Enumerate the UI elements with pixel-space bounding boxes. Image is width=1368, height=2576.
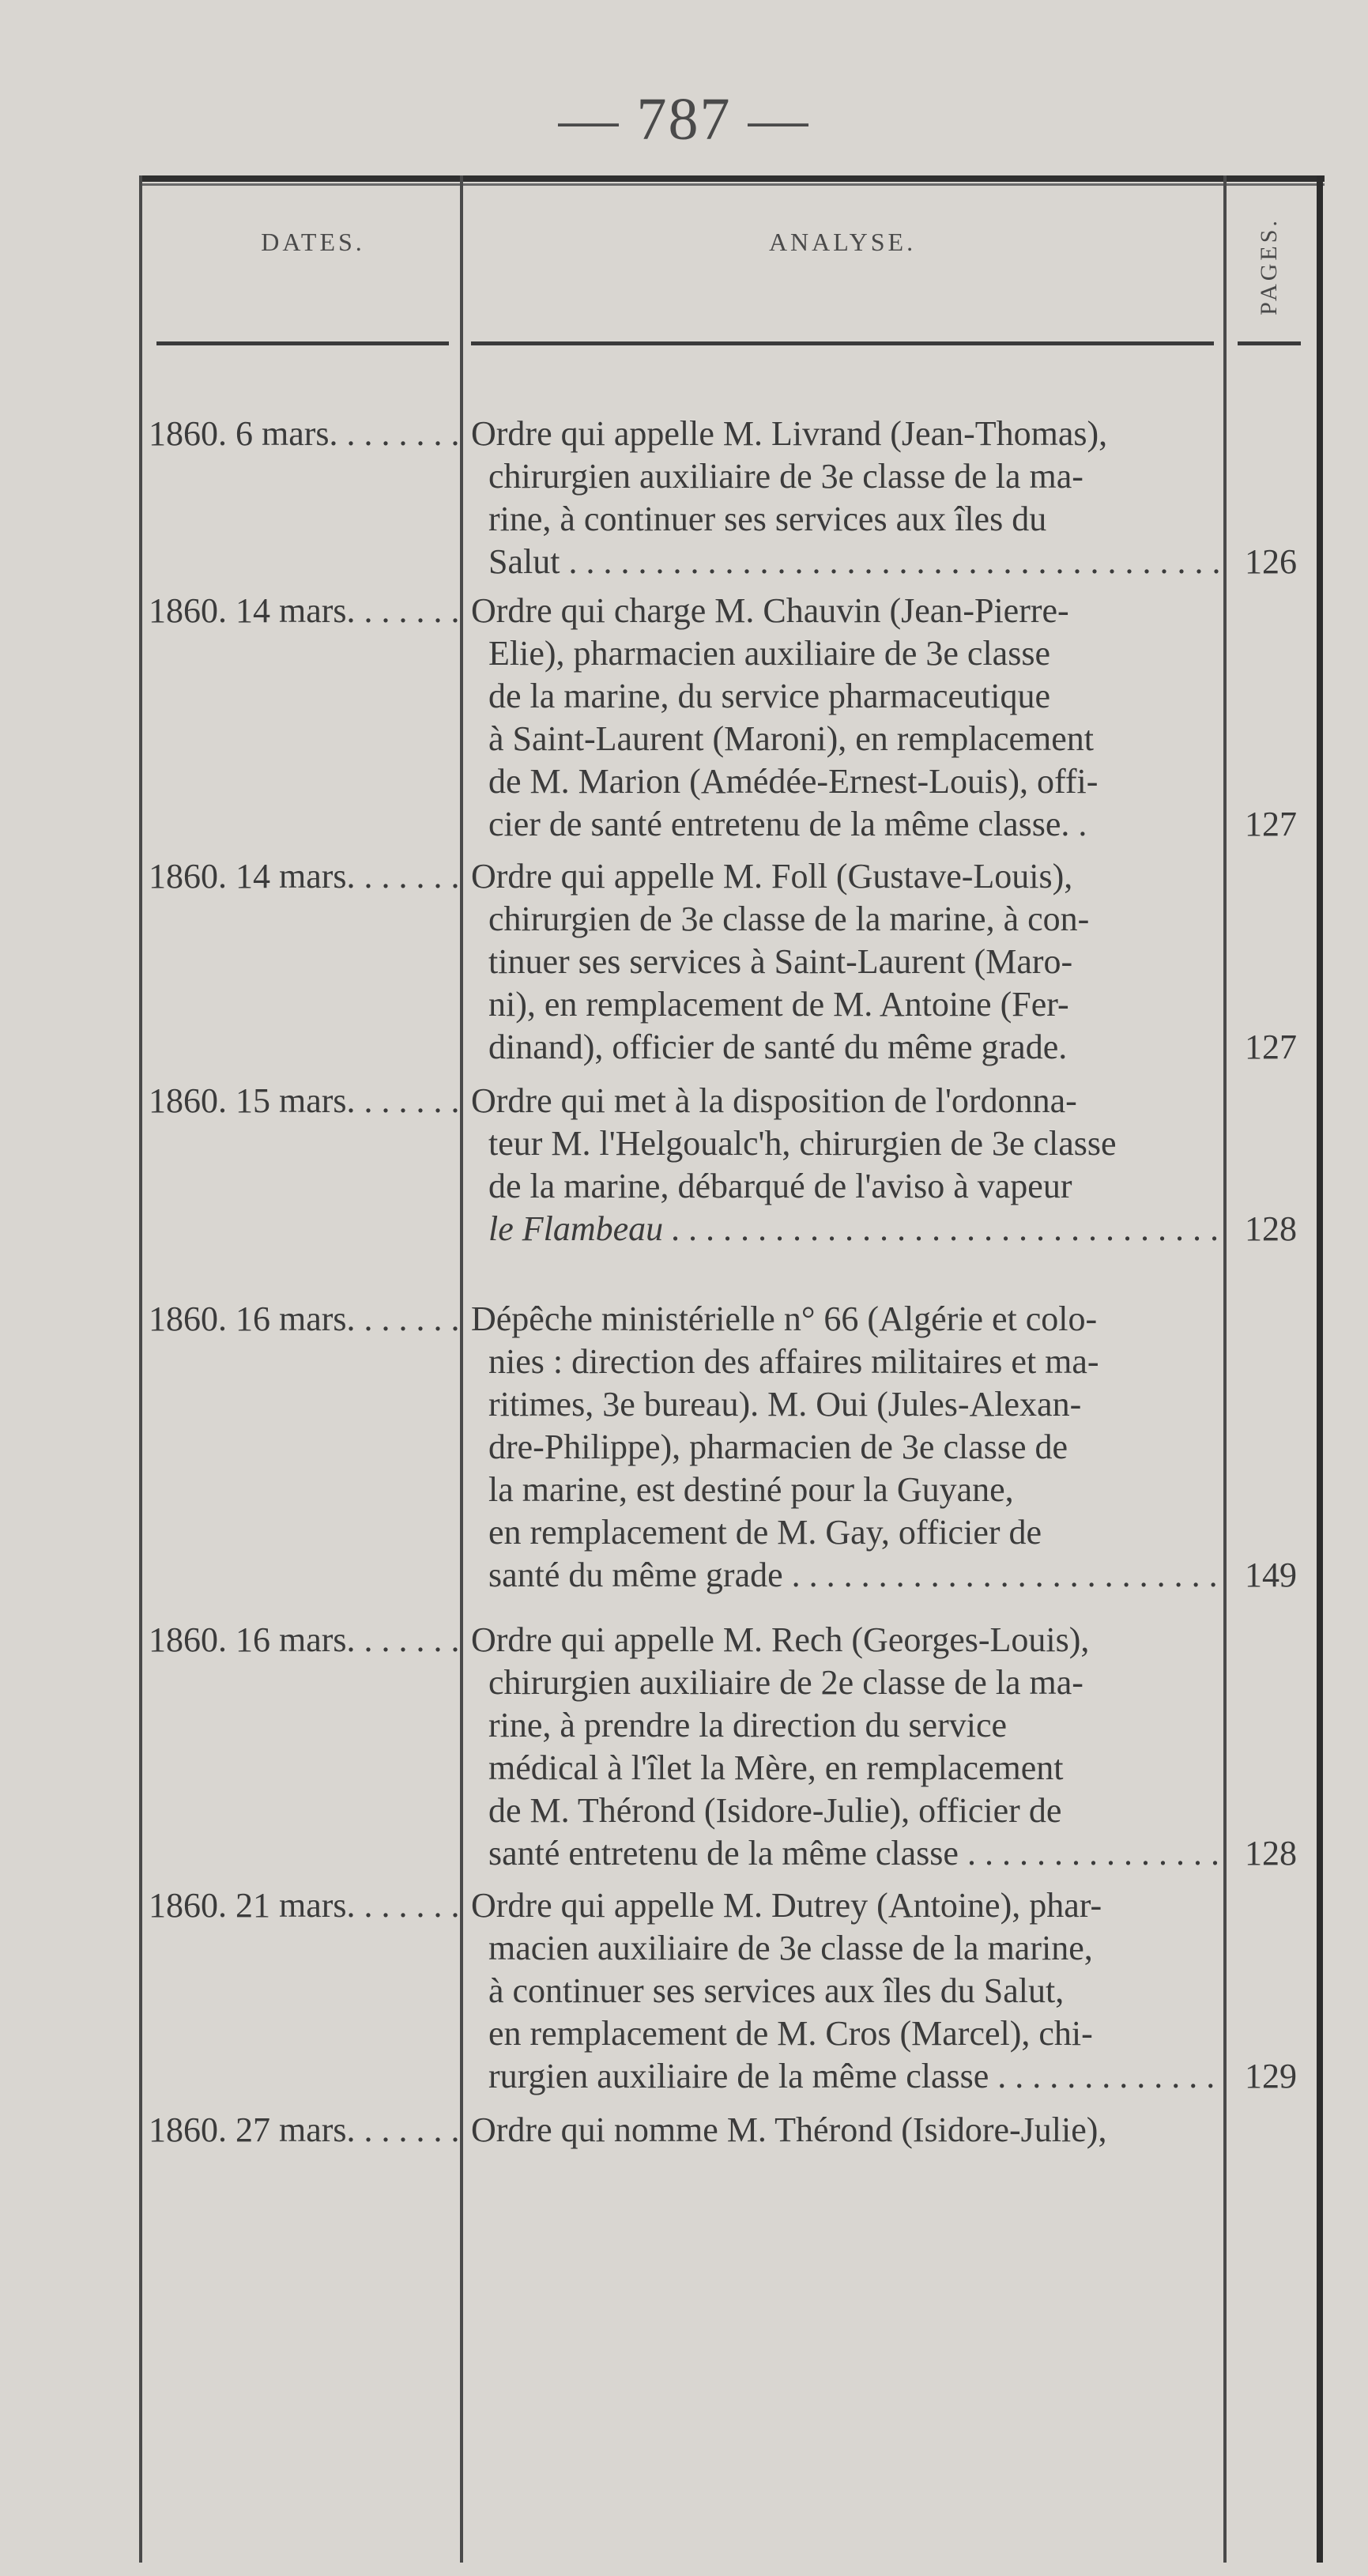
analysis-line: en remplacement de M. Cros (Marcel), chi- — [488, 2014, 1093, 2053]
analysis-line: de M. Marion (Amédée-Ernest-Louis), offi- — [488, 762, 1099, 801]
table-top-rule — [139, 175, 1325, 182]
header-rule-pages — [1238, 341, 1301, 345]
analysis-line: teur M. l'Helgoualc'h, chirurgien de 3e classe — [488, 1124, 1117, 1163]
entry-analysis — [471, 1619, 1222, 1875]
analysis-line: Dépêche ministérielle n° 66 (Algérie et colo- — [471, 1299, 1098, 1338]
analysis-line: ni), en remplacement de M. Antoine (Fer- — [488, 985, 1069, 1024]
analysis-line: dinand), officier de santé du même grade. — [488, 1028, 1068, 1066]
entry-page-number: 127 — [1245, 805, 1297, 843]
column-divider-dates — [460, 175, 463, 2563]
analysis-line: Ordre qui appelle M. Foll (Gustave-Louis), — [471, 857, 1073, 896]
header-pages — [1230, 207, 1309, 326]
analysis-line: à continuer ses services aux îles du Salut, — [488, 1971, 1065, 2010]
entry-analysis — [471, 1884, 1222, 2098]
entry-analysis — [471, 590, 1222, 846]
entry-date: 1860. 16 mars. . . . — [149, 1298, 461, 1341]
analysis-line: Ordre qui met à la disposition de l'ordonna- — [471, 1081, 1077, 1120]
analysis-line: santé entretenu de la même classe . . . — [471, 1832, 1222, 1875]
analysis-line: Ordre qui appelle M. Livrand (Jean-Thomas), — [471, 414, 1108, 453]
entry-date: 1860. 21 mars. . . . — [149, 1884, 461, 1927]
analysis-line: cier de santé entretenu de la même classe. . — [488, 805, 1087, 843]
analysis-line: tinuer ses services à Saint-Laurent (Maro- — [488, 942, 1073, 981]
entry-analysis — [471, 855, 1222, 1069]
analysis-line: Ordre qui appelle M. Dutrey (Antoine), phar- — [471, 1886, 1102, 1925]
header-rule-dates — [156, 341, 449, 345]
analysis-line: en remplacement de M. Gay, officier de — [488, 1513, 1042, 1552]
analysis-line: nies : direction des affaires militaires et ma- — [488, 1342, 1099, 1381]
analysis-line: rine, à continuer ses services aux îles du — [488, 500, 1047, 538]
analysis-line: chirurgien auxiliaire de 3e classe de la ma- — [488, 457, 1083, 496]
analysis-line: à Saint-Laurent (Maroni), en remplacement — [488, 719, 1095, 758]
table-top-rule-thin — [139, 183, 1325, 186]
analysis-line: de M. Thérond (Isidore-Julie), officier de — [488, 1791, 1062, 1830]
entry-date: 1860. 27 mars. . . . — [149, 2109, 461, 2152]
analysis-line: dre-Philippe), pharmacien de 3e classe de — [488, 1428, 1068, 1466]
entry-date: 1860. 16 mars. . . . — [149, 1619, 461, 1661]
header-analyse: ANALYSE. — [768, 228, 917, 256]
analysis-line: de la marine, débarqué de l'aviso à vapeur — [488, 1167, 1072, 1205]
entry-analysis — [471, 413, 1222, 583]
entry-page-number: 128 — [1245, 1834, 1297, 1873]
entry-date: 1860. 14 mars. . . . — [149, 590, 461, 632]
analysis-line: rurgien auxiliaire de la même classe . . . — [471, 2055, 1222, 2098]
analysis-line: santé du même grade . . . — [471, 1554, 1222, 1597]
table-left-border — [139, 175, 142, 2563]
column-divider-analyse — [1223, 175, 1227, 2563]
analysis-line: rine, à prendre la direction du service — [488, 1706, 1008, 1744]
analysis-line: Ordre qui appelle M. Rech (Georges-Louis), — [471, 1620, 1090, 1659]
entry-page-number: 129 — [1245, 2057, 1297, 2095]
entry-page-number: 126 — [1245, 542, 1297, 581]
analysis-line: macien auxiliaire de 3e classe de la marine, — [488, 1929, 1093, 1967]
page-number: — 787 — — [558, 86, 810, 153]
entry-page-number: 128 — [1245, 1209, 1297, 1248]
entry-analysis — [471, 1080, 1222, 1250]
analysis-line: Salut . . . — [471, 541, 1222, 583]
analysis-line: chirurgien auxiliaire de 2e classe de la ma- — [488, 1663, 1083, 1702]
index-table — [139, 175, 1325, 2563]
analysis-line: la marine, est destiné pour la Guyane, — [488, 1470, 1014, 1509]
analysis-line: chirurgien de 3e classe de la marine, à con- — [488, 900, 1090, 938]
entry-analysis — [471, 2109, 1222, 2152]
analysis-line: ritimes, 3e bureau). M. Oui (Jules-Alexan- — [488, 1385, 1082, 1424]
analysis-line: le Flambeau . . . — [471, 1208, 1222, 1250]
analysis-line: de la marine, du service pharmaceutique — [488, 677, 1051, 715]
header-pages-label: PAGES. — [1256, 217, 1282, 315]
entry-date: 1860. 6 mars. . . . — [149, 413, 461, 455]
analysis-line: Elie), pharmacien auxiliaire de 3e classe — [488, 634, 1050, 673]
entry-page-number: 149 — [1245, 1556, 1297, 1594]
analysis-line: médical à l'îlet la Mère, en remplacement — [488, 1748, 1064, 1787]
table-right-border — [1317, 175, 1323, 2563]
entry-page-number: 127 — [1245, 1028, 1297, 1066]
analysis-line: Ordre qui nomme M. Thérond (Isidore-Julie), — [471, 2110, 1107, 2149]
header-dates: DATES. — [261, 228, 365, 256]
entry-date: 1860. 15 mars. . . . — [149, 1080, 461, 1122]
header-rule-analyse — [471, 341, 1214, 345]
entry-date: 1860. 14 mars. . . . — [149, 855, 461, 898]
analysis-line: Ordre qui charge M. Chauvin (Jean-Pierre- — [471, 591, 1069, 630]
entry-analysis — [471, 1298, 1222, 1597]
